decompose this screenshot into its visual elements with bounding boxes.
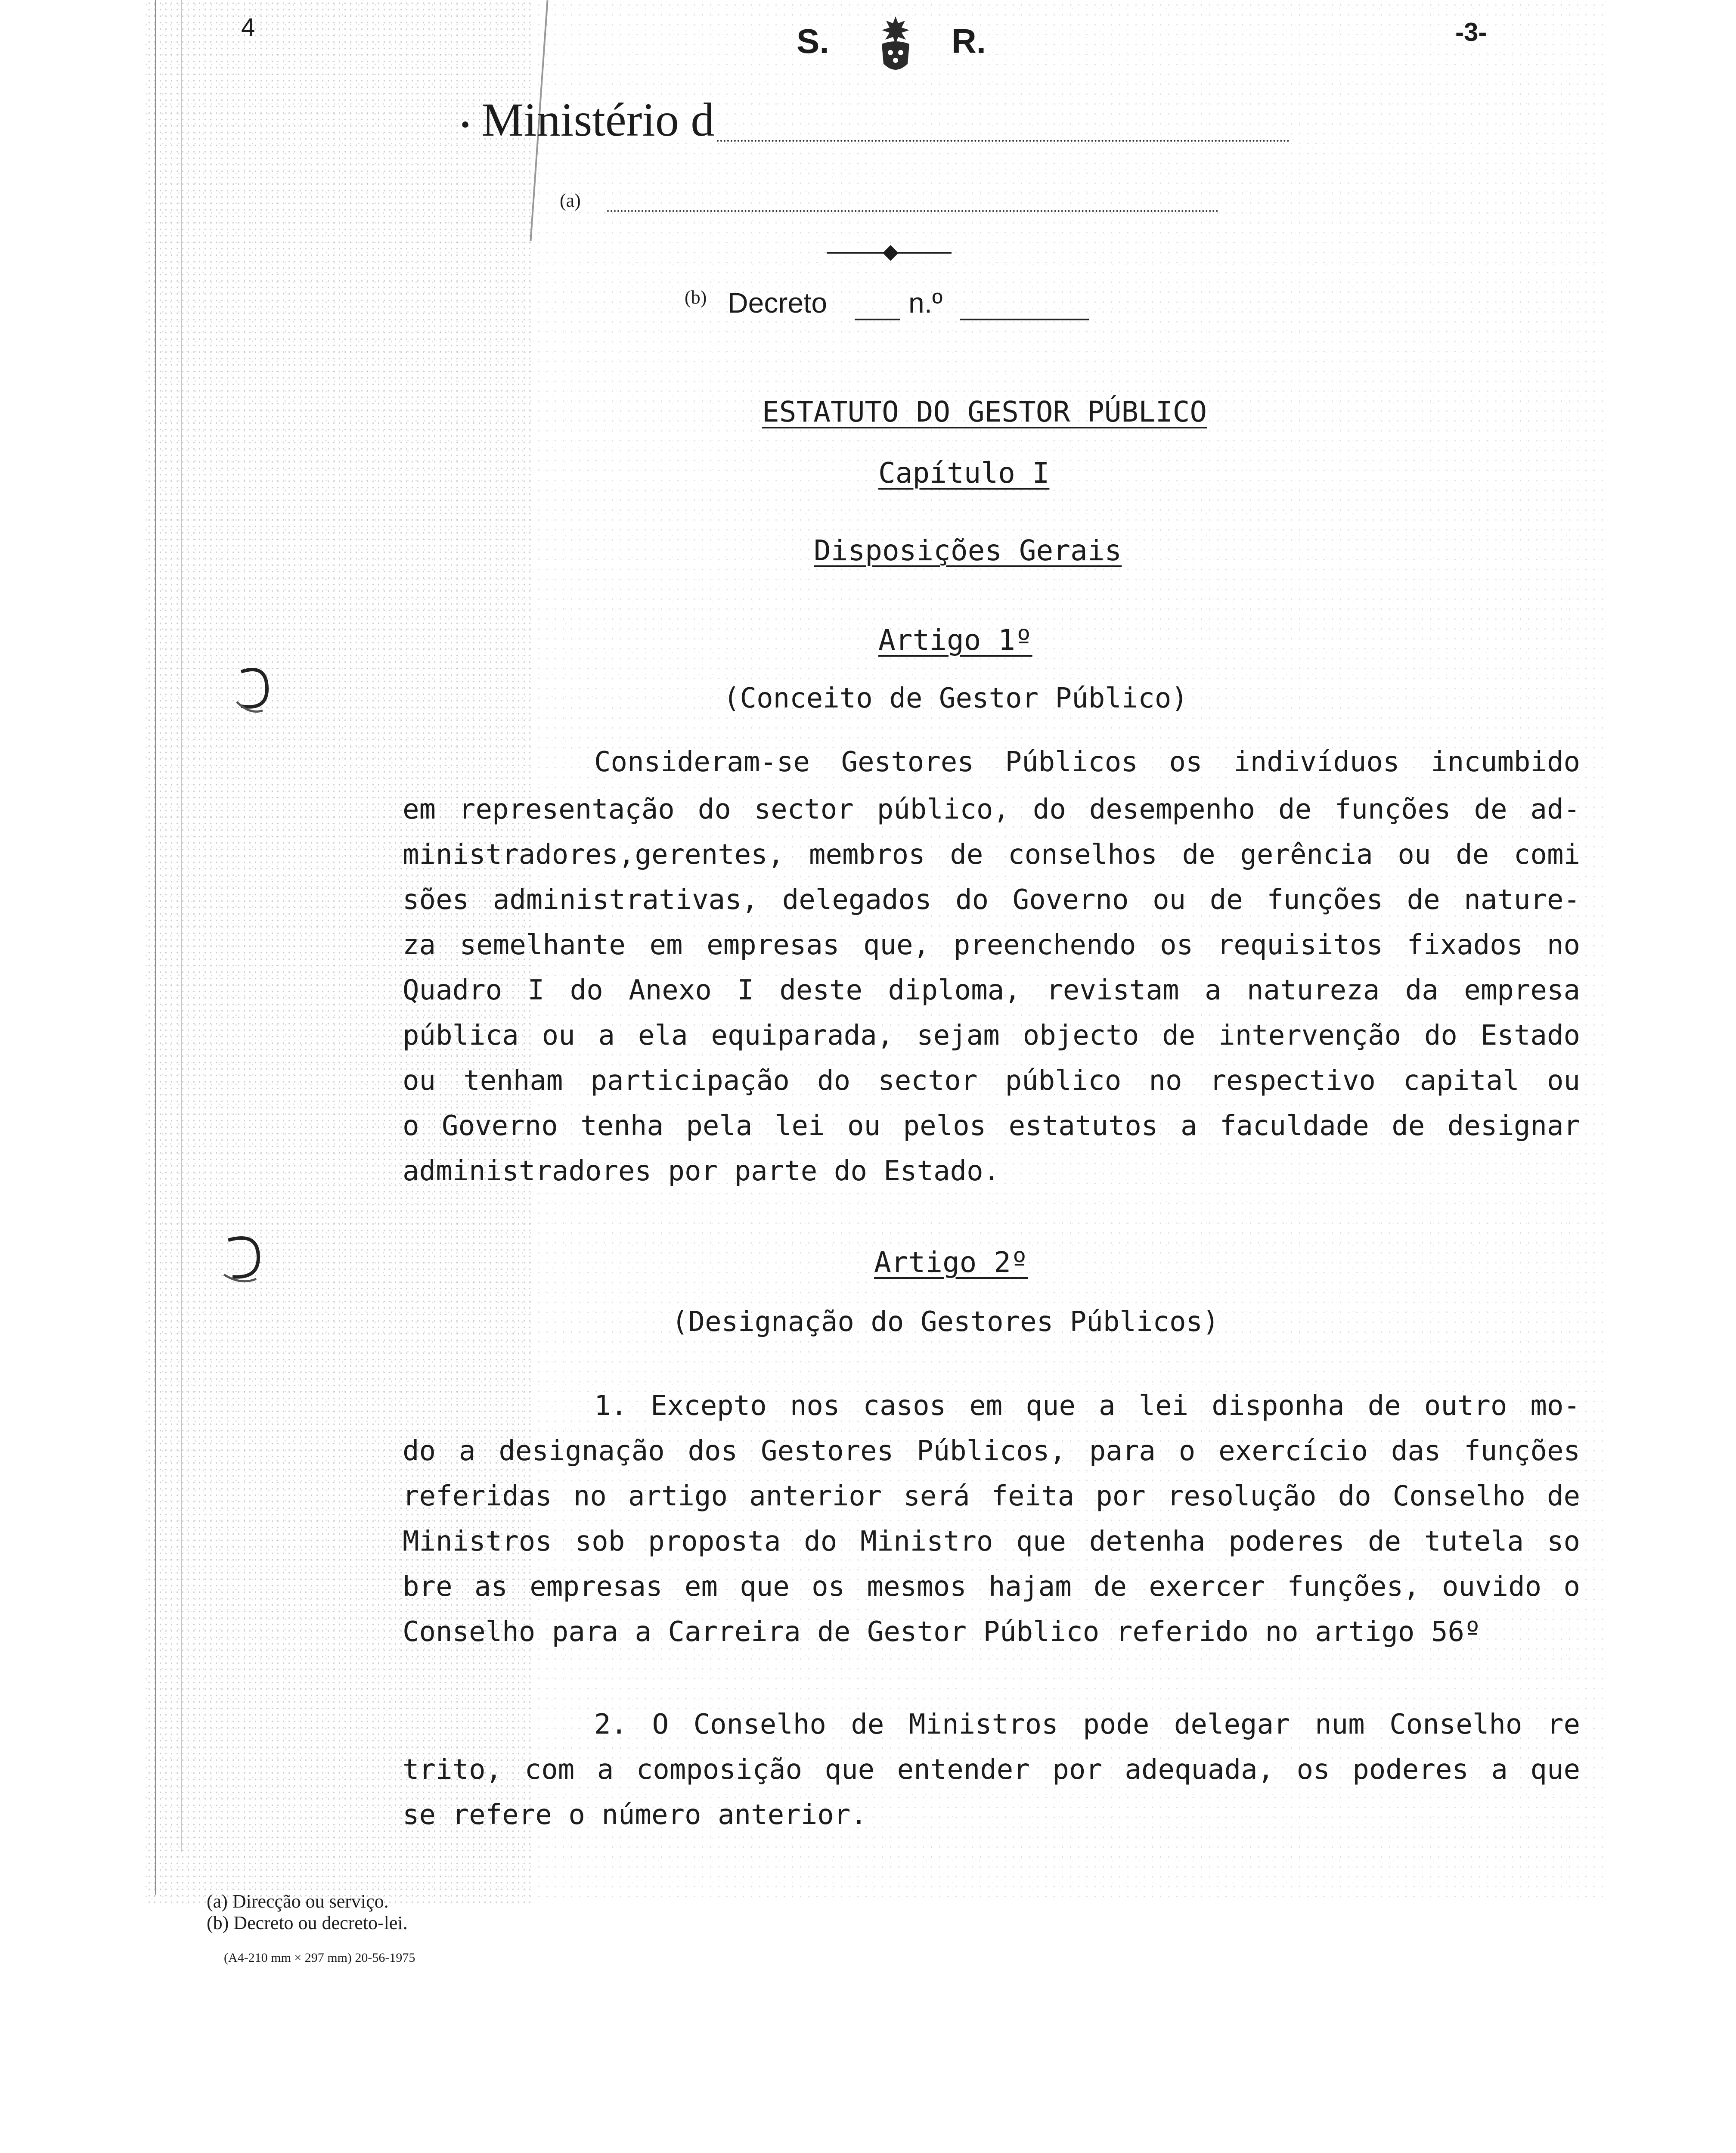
decree-number-label: n.º — [908, 287, 943, 319]
ministry-label — [461, 93, 714, 147]
article-2-subtitle: (Designação do Gestores Públicos) — [672, 1306, 1219, 1338]
corner-number: 4 — [241, 13, 255, 41]
ministry-blank-line — [717, 140, 1290, 142]
chapter-heading: Capítulo I — [878, 456, 1050, 490]
article-2-para-2-line: se refere o número anterior. — [403, 1799, 867, 1831]
coat-of-arms-icon — [870, 13, 921, 78]
article-2-para-2-line: 2. O Conselho de Ministros pode delegar num Conselho re — [594, 1709, 1580, 1740]
left-edge-line — [155, 0, 156, 1895]
direction-marker: (a) — [560, 190, 581, 211]
divider-diamond-icon: ◆ — [883, 240, 899, 263]
article-1-line: ministradores,gerentes, membros de conselhos de gerência ou de comi — [403, 839, 1580, 871]
article-1-line: administradores por parte do Estado. — [403, 1155, 1000, 1187]
decree-number-blank — [960, 319, 1089, 320]
page-number: -3- — [1455, 18, 1487, 47]
footnote-a: (a) Direcção ou serviço. — [207, 1891, 389, 1912]
article-2-para-1-line: referidas no artigo anterior será feita por resolução do Conselho de — [403, 1480, 1580, 1512]
footnote-b: (b) Decreto ou decreto-lei. — [207, 1912, 408, 1933]
article-1-line: sões administrativas, delegados do Governo ou de funções de nature- — [403, 884, 1580, 916]
article-1-line: za semelhante em empresas que, preenchendo os requisitos fixados no — [403, 929, 1580, 961]
article-2-para-1-line: bre as empresas em que os mesmos hajam de exercer funções, ouvido o — [403, 1571, 1580, 1603]
article-1-line: Consideram-se Gestores Públicos os indivíduos incumbido — [594, 746, 1580, 778]
bullet-mark: • — [461, 110, 470, 139]
left-edge-line-secondary — [181, 0, 182, 1852]
article-1-line: o Governo tenha pela lei ou pelos estatutos a faculdade de designar — [403, 1110, 1580, 1142]
ministry-label-text: Ministério d — [481, 93, 715, 146]
article-2-para-1-line: Ministros sob proposta do Ministro que detenha poderes de tutela so — [403, 1526, 1580, 1557]
decree-label: Decreto — [728, 287, 828, 319]
decree-marker: (b) — [685, 287, 707, 308]
article-2-heading: Artigo 2º — [874, 1246, 1028, 1279]
form-code: (A4-210 mm × 297 mm) 20-56-1975 — [224, 1951, 415, 1965]
article-2-para-2-line: trito, com a composição que entender por adequada, os poderes a que — [403, 1754, 1580, 1786]
article-1-line: em representação do sector público, do desempenho de funções de ad- — [403, 794, 1580, 825]
direction-blank-line — [607, 210, 1218, 212]
punch-hole-icon — [215, 1227, 271, 1287]
article-2-para-1-line: Conselho para a Carreira de Gestor Público referido no artigo 56º — [403, 1616, 1481, 1648]
article-2-para-1-line: 1. Excepto nos casos em que a lei disponha de outro mo- — [594, 1390, 1580, 1422]
decree-type-blank — [855, 319, 900, 320]
article-1-line: ou tenham participação do sector público no respectivo capital ou — [403, 1065, 1580, 1097]
article-1-line: Quadro I do Anexo I deste diploma, revistam a natureza da empresa — [403, 974, 1580, 1006]
article-2-para-1-line: do a designação dos Gestores Públicos, para o exercício das funções — [403, 1435, 1580, 1467]
header-letter-s: S. — [797, 22, 829, 60]
document-title: ESTATUTO DO GESTOR PÚBLICO — [762, 395, 1207, 428]
header-letter-r: R. — [952, 22, 986, 60]
article-1-line: pública ou a ela equiparada, sejam objecto de intervenção do Estado — [403, 1020, 1580, 1052]
article-1-heading: Artigo 1º — [878, 624, 1032, 657]
punch-hole-icon — [224, 659, 280, 719]
article-1-subtitle: (Conceito de Gestor Público) — [723, 683, 1188, 714]
chapter-title: Disposições Gerais — [814, 534, 1122, 567]
